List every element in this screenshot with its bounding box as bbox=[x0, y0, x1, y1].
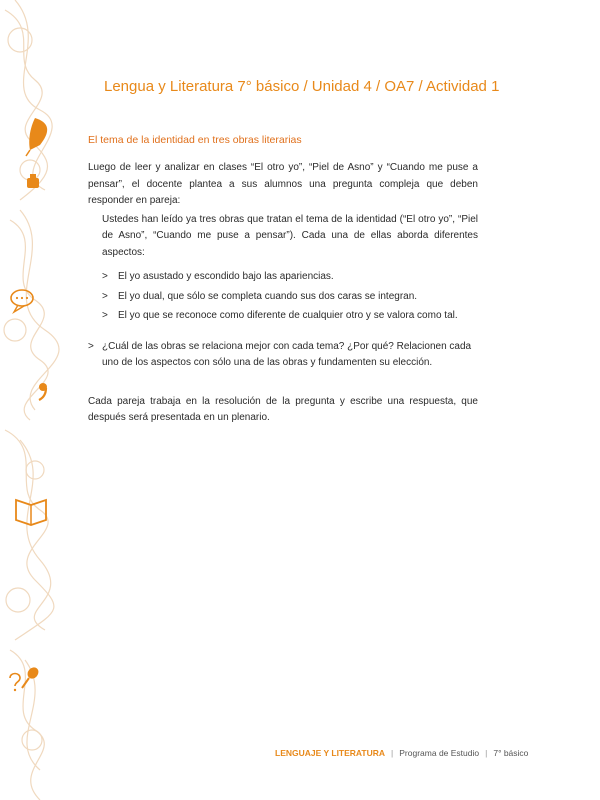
section-heading: El tema de la identidad en tres obras literarias bbox=[88, 134, 302, 146]
list-item bbox=[102, 269, 478, 286]
comma-icon bbox=[39, 383, 47, 400]
footer-brand: LENGUAJE Y LITERATURA bbox=[275, 748, 386, 758]
intro-paragraph: Luego de leer y analizar en clases “El otro yo”, “Piel de Asno” y “Cuando me puse a pensar”, el docente plantea a sus alumnos una pregunta compleja que deben responder en pareja: bbox=[88, 162, 478, 206]
footer-separator: | bbox=[391, 748, 394, 758]
bullet-arrow: > bbox=[88, 340, 94, 352]
list-item-text: El yo dual, que sólo se completa cuando sus dos caras se integran. bbox=[118, 290, 418, 302]
question-mark-icon bbox=[10, 674, 20, 692]
list-item-text: El yo asustado y escondido bajo las apariencias. bbox=[118, 271, 334, 282]
page-footer bbox=[275, 748, 575, 758]
list-item-text: El yo que se reconoce como diferente de cualquier otro y se valora como tal. bbox=[118, 310, 458, 321]
bullet-arrow: > bbox=[102, 310, 108, 321]
aspects-list bbox=[102, 269, 478, 325]
list-item bbox=[102, 308, 478, 325]
page-title: Lengua y Literatura 7° básico / Unidad 4 / OA7 / Actividad 1 bbox=[104, 78, 500, 95]
quill-icon bbox=[26, 118, 47, 156]
quote-paragraph: Ustedes han leído ya tres obras que tratan el tema de la identidad (“El otro yo”, “Piel de Asno”, “Cuando me puse a pensar”). Cada una de ellas aborda diferentes aspectos: bbox=[102, 213, 478, 258]
footer-program: Programa de Estudio bbox=[399, 748, 480, 758]
book-icon bbox=[16, 500, 46, 525]
footer-grade: 7° básico bbox=[493, 748, 529, 758]
footer-separator: | bbox=[485, 748, 488, 758]
question-item bbox=[88, 339, 478, 372]
activity-body bbox=[88, 160, 478, 427]
speech-bubble-icon bbox=[11, 290, 33, 312]
question-text: ¿Cuál de las obras se relaciona mejor con cada tema? ¿Por qué? Relacionen cada uno de los aspectos con sólo una de las obras y fundamenten su elección. bbox=[102, 340, 472, 368]
decorative-margin bbox=[0, 0, 70, 800]
list-item bbox=[102, 289, 478, 306]
bullet-arrow: > bbox=[102, 271, 108, 282]
closing-paragraph: Cada pareja trabaja en la resolución de la pregunta y escribe una respuesta, que después será presentada en un plenario. bbox=[88, 395, 478, 423]
bullet-arrow: > bbox=[102, 290, 108, 302]
